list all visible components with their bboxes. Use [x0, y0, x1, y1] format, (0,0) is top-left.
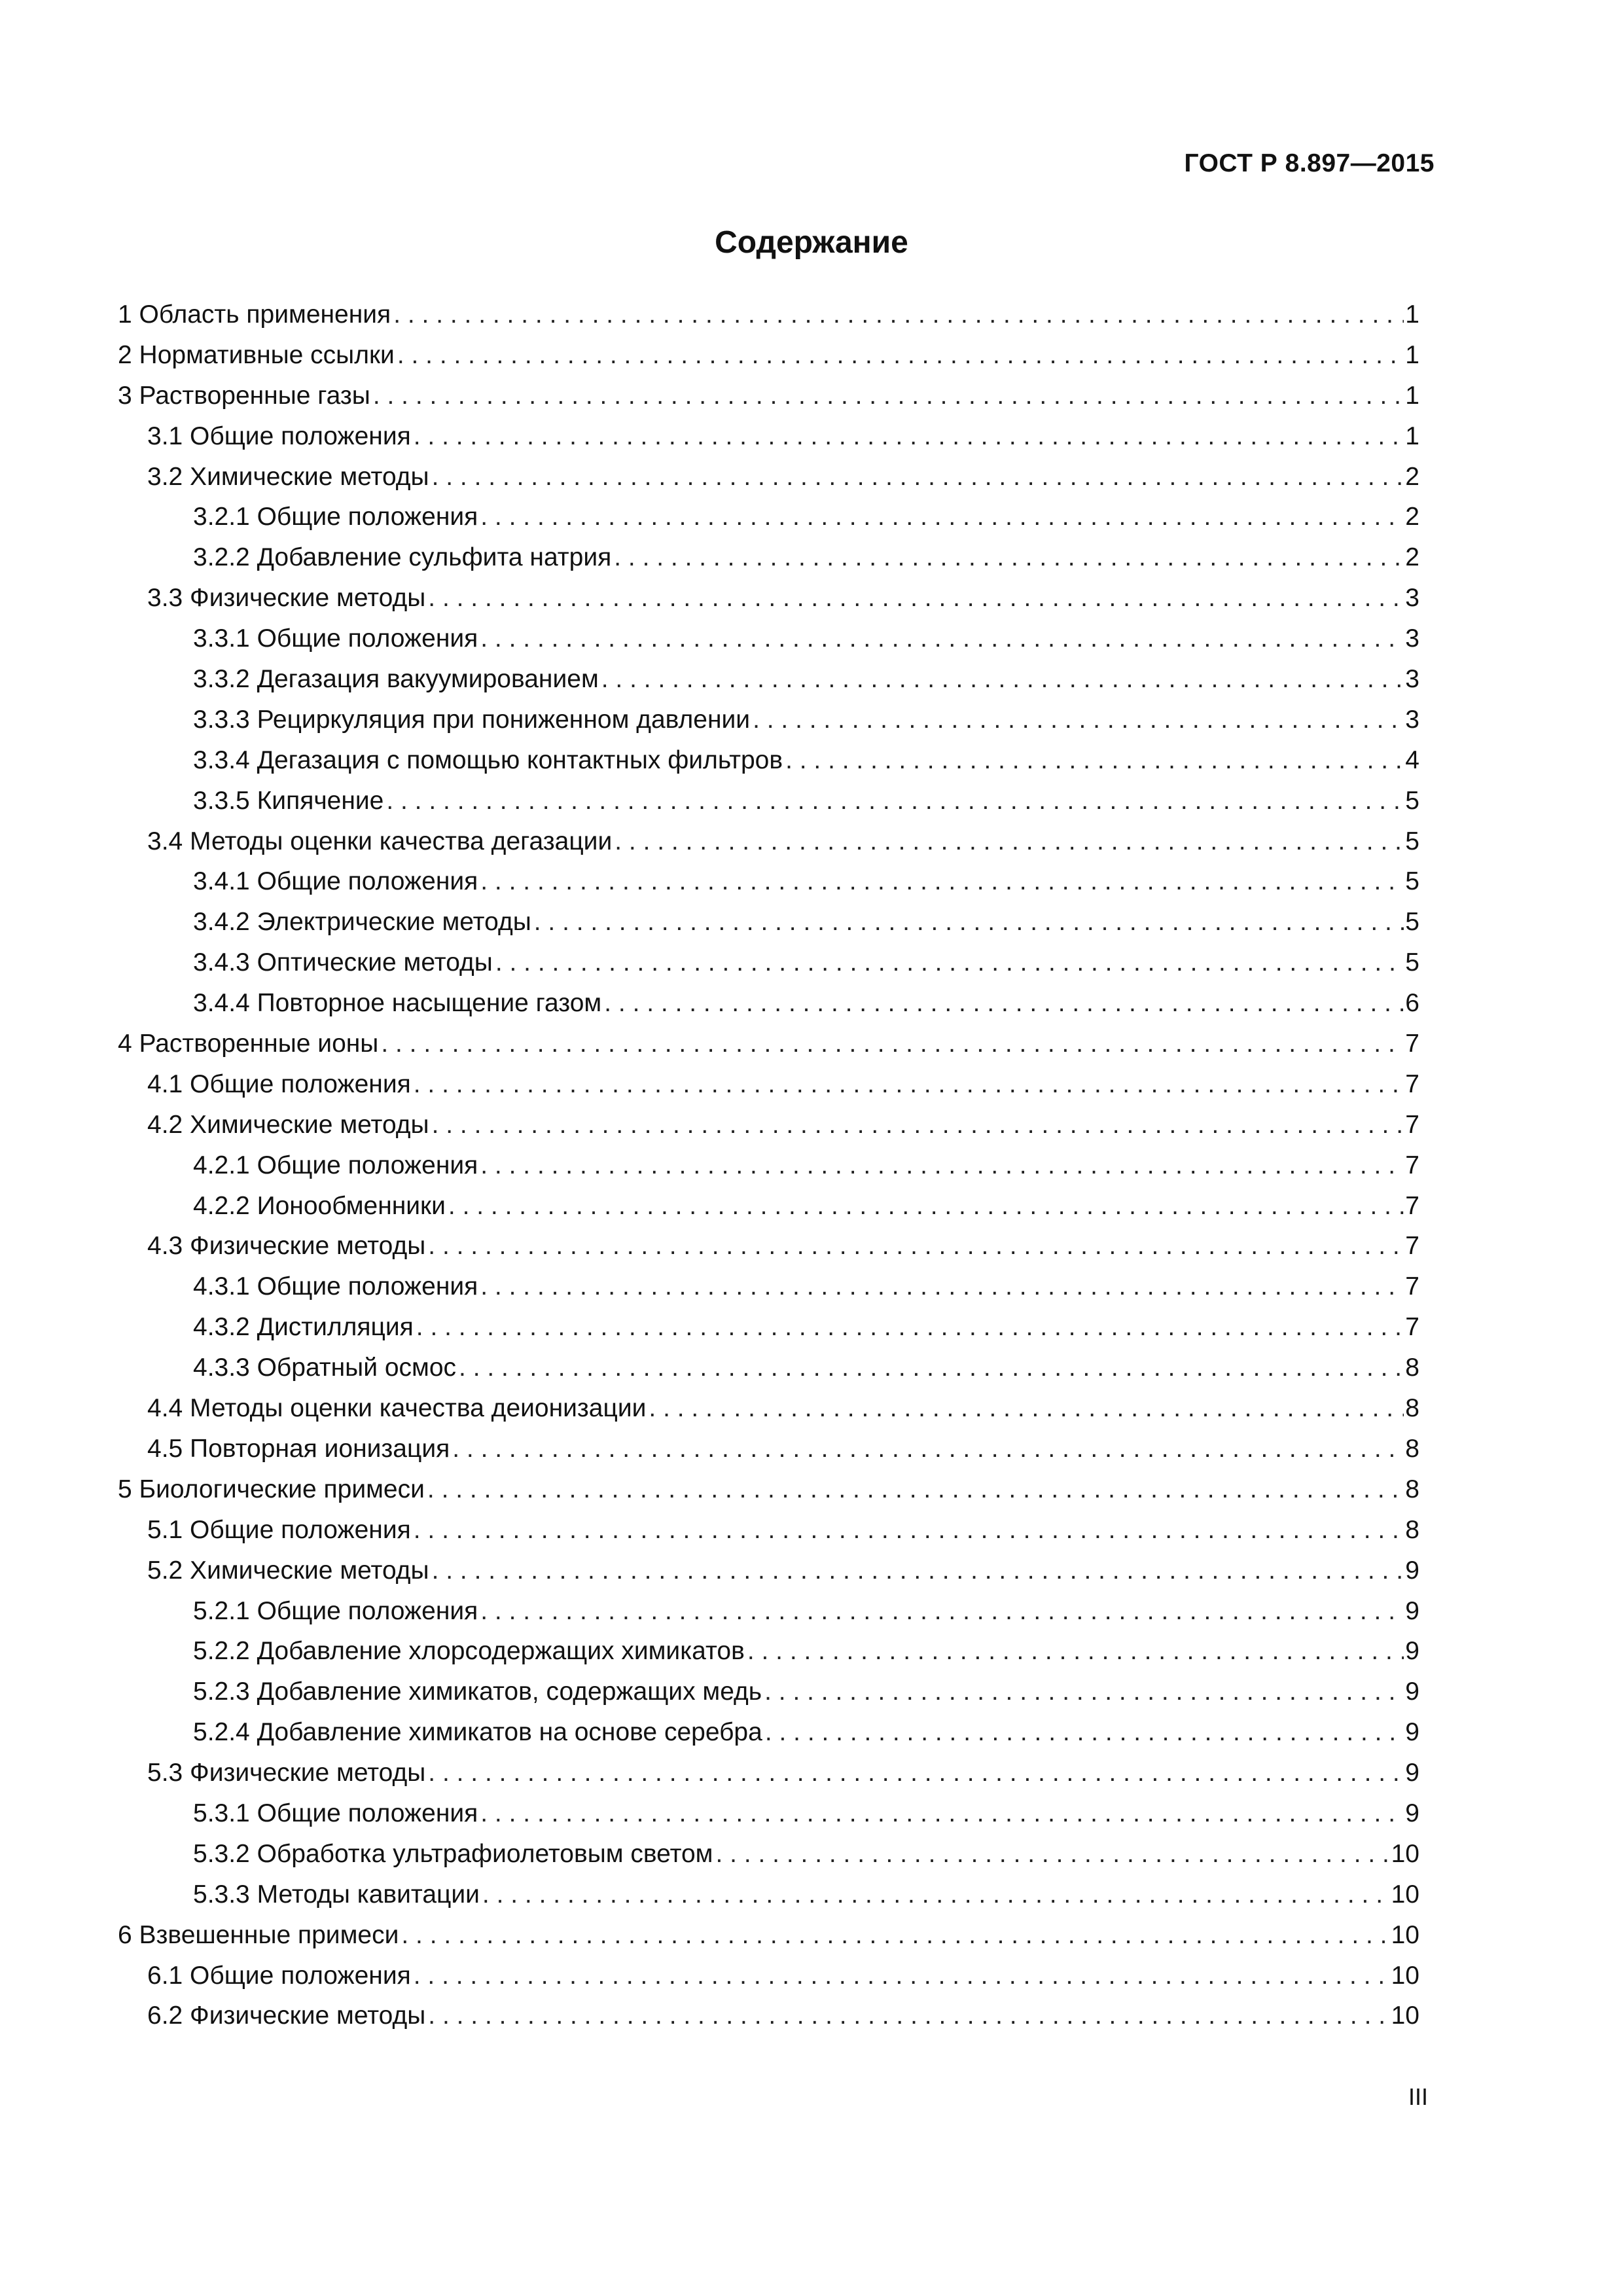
- toc-entry-page: 7: [1405, 1232, 1419, 1261]
- toc-entry[interactable]: [118, 1105, 1419, 1145]
- toc-entry-page: 7: [1405, 1030, 1419, 1058]
- toc-entry-page: 8: [1405, 1434, 1419, 1463]
- dot-leader: [414, 1956, 1390, 1996]
- dot-leader: [480, 1793, 1404, 1834]
- document-code: ГОСТ Р 8.897—2015: [1184, 149, 1435, 177]
- dot-leader: [381, 1024, 1404, 1064]
- toc-entry[interactable]: [118, 983, 1419, 1024]
- toc-entry[interactable]: [118, 619, 1419, 659]
- dot-leader: [495, 942, 1404, 983]
- toc-entry-page: 9: [1405, 1677, 1419, 1706]
- dot-leader: [397, 335, 1404, 376]
- dot-leader: [480, 861, 1404, 902]
- toc-entry[interactable]: [118, 1874, 1419, 1915]
- toc-entry[interactable]: [118, 1469, 1419, 1510]
- toc-entry-label: 5.3 Физические методы: [147, 1759, 426, 1787]
- dot-leader: [601, 659, 1404, 700]
- toc-entry-page: 5: [1405, 948, 1419, 977]
- toc-entry-page: 7: [1405, 1272, 1419, 1301]
- toc-entry[interactable]: [118, 1591, 1419, 1632]
- toc-entry-label: 5.3.1 Общие положения: [193, 1799, 478, 1827]
- toc-entry-page: 8: [1405, 1394, 1419, 1423]
- toc-entry-label: 6.2 Физические методы: [147, 2001, 426, 2030]
- toc-entry-page: 10: [1391, 2001, 1419, 2030]
- dot-leader: [747, 1631, 1404, 1672]
- dot-leader: [649, 1388, 1404, 1429]
- toc-entry-label: 4.3.2 Дистилляция: [193, 1313, 414, 1342]
- toc-entry-page: 9: [1405, 1718, 1419, 1747]
- dot-leader: [480, 497, 1404, 537]
- toc-entry[interactable]: [118, 1996, 1419, 2036]
- toc-entry[interactable]: [118, 740, 1419, 781]
- toc-entry-label: 3.3.2 Дегазация вакуумированием: [193, 665, 599, 694]
- toc-entry[interactable]: [118, 1186, 1419, 1227]
- toc-entry[interactable]: [118, 376, 1419, 416]
- toc-entry-page: 2: [1405, 462, 1419, 491]
- toc-entry[interactable]: [118, 416, 1419, 457]
- dot-leader: [534, 902, 1404, 942]
- toc-entry[interactable]: [118, 1429, 1419, 1469]
- toc-entry-label: 4.3 Физические методы: [147, 1232, 426, 1261]
- toc-entry-label: 2 Нормативные ссылки: [118, 340, 395, 369]
- dot-leader: [428, 1996, 1389, 2036]
- toc-entry[interactable]: [118, 1226, 1419, 1266]
- dot-leader: [428, 1753, 1404, 1793]
- dot-leader: [615, 821, 1404, 862]
- dot-leader: [386, 781, 1404, 821]
- toc-entry[interactable]: [118, 700, 1419, 740]
- toc-entry-label: 5.1 Общие положения: [147, 1515, 411, 1544]
- toc-entry-label: 5.2.1 Общие положения: [193, 1596, 478, 1625]
- toc-entry-label: 5.2 Химические методы: [147, 1556, 429, 1585]
- dot-leader: [414, 1510, 1404, 1551]
- toc-entry[interactable]: [118, 1915, 1419, 1956]
- toc-entry-label: 3 Растворенные газы: [118, 381, 370, 410]
- toc-entry-page: 3: [1405, 665, 1419, 694]
- dot-leader: [482, 1874, 1390, 1915]
- toc-entry[interactable]: [118, 1145, 1419, 1186]
- toc-entry-label: 4 Растворенные ионы: [118, 1030, 379, 1058]
- toc-entry-label: 3.4 Методы оценки качества дегазации: [147, 827, 613, 855]
- toc-entry[interactable]: [118, 1388, 1419, 1429]
- toc-entry-page: 5: [1405, 786, 1419, 815]
- toc-entry-page: 9: [1405, 1637, 1419, 1666]
- toc-entry-page: 2: [1405, 503, 1419, 531]
- toc-entry-label: 3.4.3 Оптические методы: [193, 948, 493, 977]
- dot-leader: [480, 619, 1404, 659]
- toc-entry-label: 5.3.3 Методы кавитации: [193, 1880, 480, 1909]
- toc-entry[interactable]: [118, 1631, 1419, 1672]
- table-of-contents: [118, 295, 1419, 2036]
- toc-entry-label: 4.2.1 Общие положения: [193, 1151, 478, 1179]
- toc-entry-page: 10: [1391, 1839, 1419, 1868]
- toc-entry-label: 3.4.2 Электрические методы: [193, 908, 531, 937]
- toc-entry-label: 3.1 Общие положения: [147, 422, 411, 450]
- dot-leader: [432, 1105, 1404, 1145]
- toc-entry-page: 7: [1405, 1151, 1419, 1179]
- toc-entry-label: 5.2.3 Добавление химикатов, содержащих медь: [193, 1677, 762, 1706]
- toc-entry-page: 7: [1405, 1110, 1419, 1139]
- toc-entry[interactable]: [118, 861, 1419, 902]
- page-number: III: [1408, 2083, 1428, 2110]
- dot-leader: [427, 1469, 1404, 1510]
- toc-entry-label: 3.3.5 Кипячение: [193, 786, 384, 815]
- toc-entry-label: 4.5 Повторная ионизация: [147, 1434, 450, 1463]
- dot-leader: [373, 376, 1404, 416]
- dot-leader: [753, 700, 1404, 740]
- toc-entry[interactable]: [118, 1753, 1419, 1793]
- toc-entry-page: 1: [1405, 381, 1419, 410]
- dot-leader: [393, 295, 1404, 335]
- toc-title: Содержание: [715, 225, 908, 260]
- toc-entry[interactable]: [118, 1834, 1419, 1874]
- toc-entry-page: 2: [1405, 543, 1419, 572]
- dot-leader: [765, 1712, 1404, 1753]
- toc-entry-label: 4.2.2 Ионообменники: [193, 1191, 446, 1220]
- toc-entry-page: 5: [1405, 867, 1419, 896]
- dot-leader: [716, 1834, 1390, 1874]
- toc-entry-page: 10: [1391, 1880, 1419, 1909]
- toc-entry[interactable]: [118, 295, 1419, 335]
- toc-entry-page: 9: [1405, 1759, 1419, 1787]
- toc-entry-label: 3.3.1 Общие положения: [193, 624, 478, 653]
- dot-leader: [416, 1307, 1404, 1348]
- toc-entry-page: 7: [1405, 1191, 1419, 1220]
- toc-entry-page: 7: [1405, 1069, 1419, 1098]
- toc-entry[interactable]: [118, 1712, 1419, 1753]
- dot-leader: [428, 578, 1404, 619]
- toc-entry-label: 4.3.1 Общие положения: [193, 1272, 478, 1301]
- toc-entry-label: 6.1 Общие положения: [147, 1961, 411, 1990]
- toc-entry-label: 3.2.1 Общие положения: [193, 503, 478, 531]
- toc-entry[interactable]: [118, 1672, 1419, 1712]
- toc-entry-page: 3: [1405, 705, 1419, 734]
- toc-entry-page: 1: [1405, 340, 1419, 369]
- dot-leader: [480, 1266, 1404, 1307]
- toc-entry-page: 8: [1405, 1354, 1419, 1382]
- toc-entry-label: 4.1 Общие положения: [147, 1069, 411, 1098]
- toc-entry[interactable]: [118, 1551, 1419, 1591]
- dot-leader: [432, 1551, 1404, 1591]
- toc-entry[interactable]: [118, 1510, 1419, 1551]
- toc-entry-page: 1: [1405, 300, 1419, 329]
- toc-entry-label: 6 Взвешенные примеси: [118, 1920, 399, 1949]
- toc-entry-page: 5: [1405, 827, 1419, 855]
- toc-entry-label: 3.2.2 Добавление сульфита натрия: [193, 543, 612, 572]
- dot-leader: [414, 416, 1404, 457]
- dot-leader: [414, 1064, 1404, 1105]
- toc-entry[interactable]: [118, 1307, 1419, 1348]
- toc-entry[interactable]: [118, 1348, 1419, 1388]
- toc-entry[interactable]: [118, 1064, 1419, 1105]
- dot-leader: [452, 1429, 1404, 1469]
- dot-leader: [459, 1348, 1404, 1388]
- toc-entry[interactable]: [118, 1024, 1419, 1064]
- toc-entry-label: 5.2.4 Добавление химикатов на основе серебра: [193, 1718, 762, 1747]
- toc-entry-label: 4.2 Химические методы: [147, 1110, 429, 1139]
- toc-entry-page: 8: [1405, 1515, 1419, 1544]
- toc-entry-page: 10: [1391, 1961, 1419, 1990]
- toc-entry-label: 3.4.4 Повторное насыщение газом: [193, 989, 602, 1018]
- toc-entry-label: 5.2.2 Добавление хлорсодержащих химикатов: [193, 1637, 745, 1666]
- toc-entry-page: 1: [1405, 422, 1419, 450]
- toc-entry[interactable]: [118, 942, 1419, 983]
- toc-entry-page: 9: [1405, 1596, 1419, 1625]
- toc-entry[interactable]: [118, 902, 1419, 942]
- toc-entry[interactable]: [118, 1793, 1419, 1834]
- toc-entry-label: 5.3.2 Обработка ультрафиолетовым светом: [193, 1839, 713, 1868]
- toc-entry-page: 8: [1405, 1475, 1419, 1503]
- toc-entry-page: 9: [1405, 1799, 1419, 1827]
- toc-entry-page: 6: [1405, 989, 1419, 1018]
- toc-entry[interactable]: [118, 497, 1419, 537]
- toc-entry[interactable]: [118, 578, 1419, 619]
- toc-entry-label: 3.3.4 Дегазация с помощью контактных фильтров: [193, 745, 783, 774]
- toc-entry-page: 4: [1405, 745, 1419, 774]
- toc-entry-label: 3.4.1 Общие положения: [193, 867, 478, 896]
- dot-leader: [432, 457, 1404, 497]
- dot-leader: [448, 1186, 1404, 1227]
- toc-entry[interactable]: [118, 537, 1419, 578]
- toc-entry[interactable]: [118, 1266, 1419, 1307]
- toc-entry[interactable]: [118, 1956, 1419, 1996]
- dot-leader: [480, 1145, 1404, 1186]
- toc-entry[interactable]: [118, 457, 1419, 497]
- toc-entry-page: 3: [1405, 624, 1419, 653]
- toc-entry-page: 3: [1405, 584, 1419, 613]
- dot-leader: [785, 740, 1404, 781]
- toc-entry-page: 10: [1391, 1920, 1419, 1949]
- toc-entry-label: 4.3.3 Обратный осмос: [193, 1354, 457, 1382]
- toc-entry[interactable]: [118, 659, 1419, 700]
- toc-entry-page: 7: [1405, 1313, 1419, 1342]
- toc-entry-label: 3.2 Химические методы: [147, 462, 429, 491]
- dot-leader: [604, 983, 1404, 1024]
- dot-leader: [764, 1672, 1404, 1712]
- toc-entry-label: 5 Биологические примеси: [118, 1475, 425, 1503]
- toc-entry[interactable]: [118, 781, 1419, 821]
- toc-entry-page: 5: [1405, 908, 1419, 937]
- toc-entry[interactable]: [118, 335, 1419, 376]
- toc-entry[interactable]: [118, 821, 1419, 862]
- dot-leader: [614, 537, 1404, 578]
- toc-entry-label: 3.3 Физические методы: [147, 584, 426, 613]
- toc-entry-page: 9: [1405, 1556, 1419, 1585]
- toc-entry-label: 3.3.3 Рециркуляция при пониженном давлении: [193, 705, 751, 734]
- dot-leader: [480, 1591, 1404, 1632]
- toc-entry-label: 1 Область применения: [118, 300, 391, 329]
- dot-leader: [401, 1915, 1389, 1956]
- toc-entry-label: 4.4 Методы оценки качества деионизации: [147, 1394, 647, 1423]
- dot-leader: [428, 1226, 1404, 1266]
